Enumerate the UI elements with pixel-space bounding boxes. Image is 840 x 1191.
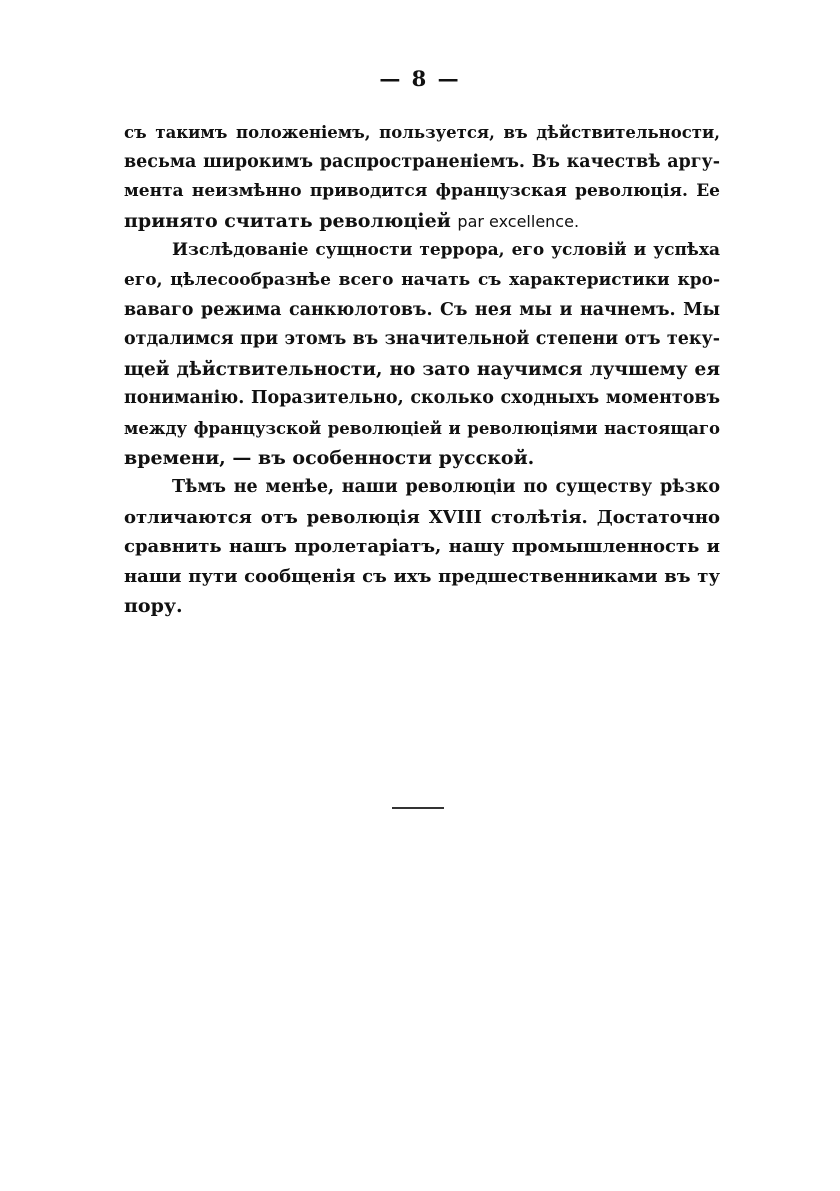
- text-line: отдалимся при этомъ въ значительной степени отъ теку-: [124, 329, 720, 350]
- text-line: весьма широкимъ распространеніемъ. Въ качествѣ аргу-: [124, 151, 720, 172]
- text-line: между французской революціей и революціями настоящаго: [124, 418, 720, 438]
- latin-phrase: par excellence.: [457, 211, 580, 231]
- text-line: пониманію. Поразительно, сколько сходныхъ моментовъ: [124, 388, 720, 409]
- paragraph-2: [124, 236, 720, 473]
- text-line: времени, — въ особенности русской.: [124, 446, 535, 469]
- text-line: съ такимъ положеніемъ, пользуется, въ дѣйствительности,: [124, 123, 720, 142]
- text-fragment: принято считать революціей: [124, 209, 458, 232]
- text-line: ваваго режима санкюлотовъ. Съ нея мы и начнемъ. Мы: [124, 299, 720, 320]
- text-line: пору.: [124, 594, 183, 617]
- text-line: Тѣмъ не менѣе, наши революціи по существу рѣзко: [172, 477, 720, 498]
- text-line: наши пути сообщенія съ ихъ предшественниками въ ту: [124, 565, 720, 587]
- text-line: Изслѣдованіе сущности террора, его условій и успѣха: [172, 240, 720, 261]
- paragraph-3: [124, 473, 720, 621]
- text-line: щей дѣйствительности, но зато научимся лучшему ея: [124, 358, 720, 380]
- page-number: — 8 —: [379, 66, 461, 91]
- text-line: сравнить нашъ пролетаріатъ, нашу промышленность и: [124, 536, 720, 558]
- text-line: его, цѣлесообразнѣе всего начать съ характеристики кро-: [124, 269, 720, 290]
- text-line: мента неизмѣнно приводится французская революція. Ее: [124, 181, 720, 202]
- section-end-rule: [392, 807, 444, 809]
- body-text: [124, 118, 720, 621]
- text-line: [124, 207, 720, 237]
- text-line: отличаются отъ революція XVIII столѣтія. Достаточно: [124, 506, 720, 528]
- paragraph-1: [124, 118, 720, 236]
